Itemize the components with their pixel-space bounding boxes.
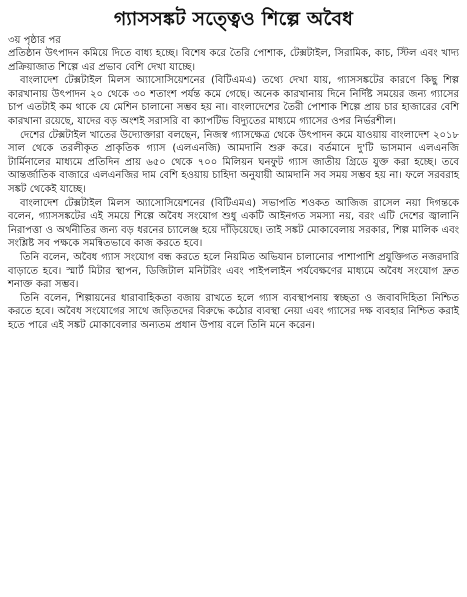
paragraph-2: বাংলাদেশ টেক্সটাইল মিলস অ্যাসোসিয়েশনের (বিটিএমএ) তথ্যে দেখা যায়, গ্যাসসঙ্কটের কারণে কিছু শিল্প কারখানায় উৎপাদন ২০ থেকে ৩০ শতাংশ পর্যন্ত কমে গেছে। অনেক কারখানায় দিনে নির্দিষ্ট সময়ের জন্য গ্যাসের চাপ এতটাই কম থাকে যে মেশিন চালানো সম্ভব হয় না। বাংলাদেশের তৈরী পোশাক শিল্পে প্রায় চার হাজারের বেশি কারখানা রয়েছে, যাদের বড় অংশই সরাসরি বা ক্যাপটিভ বিদ্যুতের মাধ্যমে গ্যাসের ওপর নির্ভরশীল। [8,75,459,127]
article-body [8,47,459,332]
continued-from-label: ৩য় পৃষ্ঠার পর [8,35,61,46]
paragraph-3: দেশের টেক্সটাইল খাতের উদ্যোক্তারা বলছেন, নিজস্ব গ্যাসক্ষেত্র থেকে উৎপাদন কমে যাওয়ায় বাংলাদেশ ২০১৮ সাল থেকে তরলীকৃত প্রাকৃতিক গ্যাস (এলএনজি) আমদানি শুরু করে। বর্তমানে দু'টি ভাসমান এলএনজি টার্মিনালের মাধ্যমে প্রতিদিন প্রায় ৬৫০ থেকে ৭০০ মিলিয়ন ঘনফুট গ্যাস জাতীয় গ্রিডে যুক্ত করা হচ্ছে। তবে আন্তর্জাতিক বাজারে এলএনজির দাম বেশি হওয়ায় চাহিদা অনুযায়ী আমদানি সব সময় সম্ভব হয় না। ফলে সরবরাহ সঙ্কট থেকেই যাচ্ছে। [8,129,459,195]
paragraph-5: তিনি বলেন, অবৈধ গ্যাস সংযোগ বন্ধ করতে হলে নিয়মিত অভিযান চালানোর পাশাপাশি প্রযুক্তিগত নজরদারি বাড়াতে হবে। স্মার্ট মিটার স্থাপন, ডিজিটাল মনিটরিং এবং পাইপলাইন পর্যবেক্ষণের মাধ্যমে অবৈধ সংযোগ দ্রুত শনাক্ত করা সম্ভব। [8,251,459,291]
article-headline: গ্যাসসঙ্কট সত্ত্বেও শিল্পে অবৈধ [113,8,354,30]
paragraph-1: প্রতিষ্ঠান উৎপাদন কমিয়ে দিতে বাধ্য হচ্ছে। বিশেষ করে তৈরি পোশাক, টেক্সটাইল, সিরামিক, কাচ, স্টিল এবং খাদ্য প্রক্রিয়াজাত শিল্পে এর প্রভাব বেশি দেখা যাচ্ছে। [8,48,459,73]
paragraph-4: বাংলাদেশ টেক্সটাইল মিলস অ্যাসোসিয়েশনের (বিটিএমএ) সভাপতি শওকত আজিজ রাসেল নয়া দিগন্তকে বলেন, গ্যাসসঙ্কটের এই সময়ে শিল্পে অবৈধ সংযোগ শুধু একটি আইনগত সমস্যা নয়, বরং এটি দেশের জ্বালানি নিরাপত্তা ও অর্থনীতির জন্য বড় ধরনের চ্যালেঞ্জ হয়ে দাঁড়িয়েছে। তাই সঙ্কট মোকাবেলায় সরকার, শিল্প মালিক এবং সংশ্লিষ্ট সব পক্ষকে সমন্বিতভাবে কাজ করতে হবে। [8,197,459,250]
paragraph-6: তিনি বলেন, শিল্পায়নের ধারাবাহিকতা বজায় রাখতে হলে গ্যাস ব্যবস্থাপনায় স্বচ্ছতা ও জবাবদিহিতা নিশ্চিত করতে হবে। অবৈধ সংযোগের সাথে জড়িতদের বিরুদ্ধে কঠোর ব্যবস্থা নেয়া এবং গ্যাসের দক্ষ ব্যবহার নিশ্চিত করাই হতে পারে এই সঙ্কট মোকাবেলার অন্যতম প্রধান উপায় বলে তিনি মনে করেন। [8,292,459,331]
